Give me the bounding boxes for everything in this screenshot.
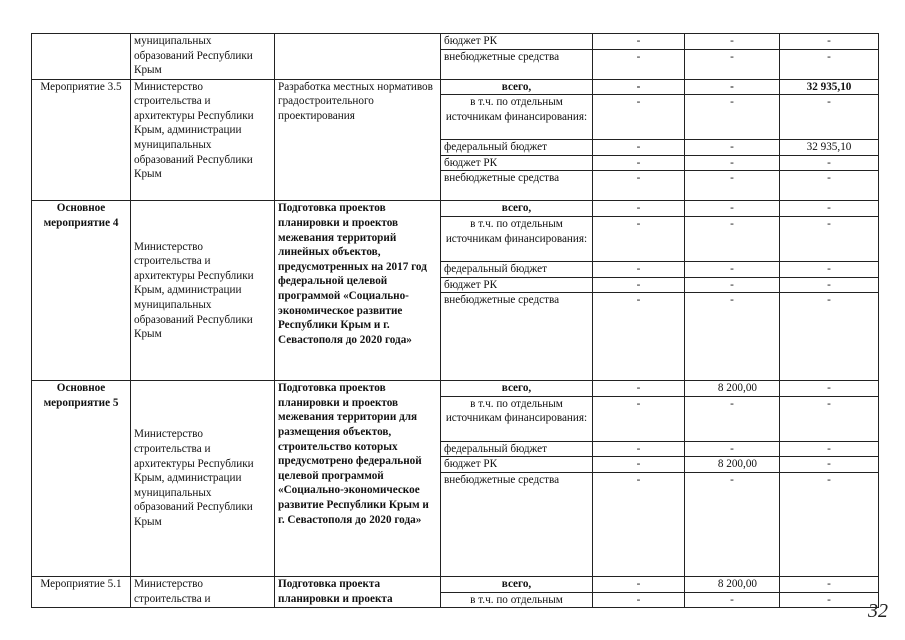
description-cell: Подготовка проекта планировки и проекта bbox=[275, 576, 441, 607]
value-cell: - bbox=[593, 216, 685, 261]
value-cell: - bbox=[593, 261, 685, 277]
value-cell: - bbox=[593, 576, 685, 592]
value-cell: - bbox=[685, 49, 780, 79]
value-cell: - bbox=[780, 95, 879, 140]
source-cell: всего, bbox=[441, 381, 593, 397]
measure-name-cell: Мероприятие 5.1 bbox=[32, 576, 131, 607]
measure-name-cell: Мероприятие 3.5 bbox=[32, 79, 131, 201]
source-cell: внебюджетные средства bbox=[441, 49, 593, 79]
value-cell: - bbox=[780, 201, 879, 217]
value-cell: - bbox=[593, 34, 685, 50]
page-number: 32 bbox=[868, 600, 888, 622]
source-cell: внебюджетные средства bbox=[441, 293, 593, 381]
value-cell: - bbox=[593, 277, 685, 293]
value-cell: - bbox=[593, 457, 685, 473]
value-cell: - bbox=[780, 457, 879, 473]
value-cell: 8 200,00 bbox=[685, 576, 780, 592]
value-cell: - bbox=[593, 472, 685, 576]
value-cell: - bbox=[685, 472, 780, 576]
value-cell: - bbox=[685, 216, 780, 261]
measure-name-cell: Основное мероприятие 4 bbox=[32, 201, 131, 381]
value-cell: - bbox=[685, 441, 780, 457]
source-cell: бюджет РК bbox=[441, 457, 593, 473]
source-cell: внебюджетные средства bbox=[441, 171, 593, 201]
source-cell: федеральный бюджет bbox=[441, 441, 593, 457]
executor-cell: муниципальных образований Республики Крым bbox=[131, 34, 275, 80]
source-cell: всего, bbox=[441, 79, 593, 95]
table-row bbox=[32, 79, 879, 95]
source-cell: федеральный бюджет bbox=[441, 261, 593, 277]
value-cell: - bbox=[593, 592, 685, 608]
description-cell: Подготовка проектов планировки и проектов межевания территории для размещения объектов, строительство которых предусмотрено федеральной целевой программой «Социально-экономическое развитие Республики Крым и г. Севастополя до 2020 года» bbox=[275, 381, 441, 577]
value-cell: - bbox=[780, 216, 879, 261]
value-cell: - bbox=[593, 293, 685, 381]
value-cell: - bbox=[593, 381, 685, 397]
value-cell: - bbox=[780, 441, 879, 457]
value-cell: - bbox=[780, 293, 879, 381]
value-cell: - bbox=[593, 201, 685, 217]
value-cell: - bbox=[593, 140, 685, 156]
value-cell: - bbox=[780, 171, 879, 201]
description-cell: Разработка местных нормативов градостроительного проектирования bbox=[275, 79, 441, 201]
value-cell: - bbox=[780, 261, 879, 277]
value-cell: - bbox=[685, 95, 780, 140]
budget-table bbox=[31, 33, 879, 608]
value-cell: - bbox=[685, 79, 780, 95]
value-cell: 32 935,10 bbox=[780, 79, 879, 95]
value-cell: - bbox=[780, 576, 879, 592]
value-cell: 32 935,10 bbox=[780, 140, 879, 156]
value-cell: - bbox=[593, 79, 685, 95]
value-cell: - bbox=[685, 592, 780, 608]
description-cell: Подготовка проектов планировки и проектов межевания территорий линейных объектов, предусмотренных на 2017 год федеральной целевой программой «Социально-экономическое развитие Республики Крым и г. Севастополя до 2020 года» bbox=[275, 201, 441, 381]
value-cell: - bbox=[593, 171, 685, 201]
measure-name-cell: Основное мероприятие 5 bbox=[32, 381, 131, 577]
value-cell: - bbox=[780, 49, 879, 79]
value-cell: - bbox=[685, 201, 780, 217]
source-cell: внебюджетные средства bbox=[441, 472, 593, 576]
source-cell: федеральный бюджет bbox=[441, 140, 593, 156]
value-cell: - bbox=[685, 277, 780, 293]
value-cell: - bbox=[780, 592, 879, 608]
value-cell: - bbox=[780, 472, 879, 576]
value-cell: - bbox=[685, 155, 780, 171]
executor-cell: Министерство строительства и bbox=[131, 576, 275, 607]
executor-cell: Министерство строительства и архитектуры Республики Крым, администрации муниципальных образований Республики Крым bbox=[131, 79, 275, 201]
value-cell: - bbox=[780, 34, 879, 50]
value-cell: - bbox=[780, 381, 879, 397]
value-cell: - bbox=[593, 441, 685, 457]
value-cell: 8 200,00 bbox=[685, 457, 780, 473]
value-cell: - bbox=[593, 49, 685, 79]
value-cell: - bbox=[685, 293, 780, 381]
value-cell: - bbox=[780, 396, 879, 441]
value-cell: - bbox=[780, 155, 879, 171]
value-cell: - bbox=[593, 95, 685, 140]
description-cell bbox=[275, 34, 441, 80]
value-cell: - bbox=[593, 396, 685, 441]
value-cell: - bbox=[685, 140, 780, 156]
executor-cell: Министерство строительства и архитектуры Республики Крым, администрации муниципальных образований Республики Крым bbox=[131, 381, 275, 577]
table-row bbox=[32, 34, 879, 50]
table-row bbox=[32, 201, 879, 217]
source-cell: бюджет РК bbox=[441, 155, 593, 171]
value-cell: - bbox=[685, 261, 780, 277]
value-cell: - bbox=[780, 277, 879, 293]
table-row bbox=[32, 381, 879, 397]
executor-cell: Министерство строительства и архитектуры Республики Крым, администрации муниципальных образований Республики Крым bbox=[131, 201, 275, 381]
source-cell: в т.ч. по отдельным источникам финансирования: bbox=[441, 396, 593, 441]
measure-name-cell bbox=[32, 34, 131, 80]
table-row bbox=[32, 576, 879, 592]
source-cell: в т.ч. по отдельным источникам финансирования: bbox=[441, 95, 593, 140]
value-cell: 8 200,00 bbox=[685, 381, 780, 397]
source-cell: всего, bbox=[441, 201, 593, 217]
value-cell: - bbox=[685, 396, 780, 441]
value-cell: - bbox=[593, 155, 685, 171]
source-cell: в т.ч. по отдельным источникам финансирования: bbox=[441, 216, 593, 261]
value-cell: - bbox=[685, 171, 780, 201]
source-cell: бюджет РК bbox=[441, 277, 593, 293]
source-cell: в т.ч. по отдельным bbox=[441, 592, 593, 608]
source-cell: бюджет РК bbox=[441, 34, 593, 50]
value-cell: - bbox=[685, 34, 780, 50]
source-cell: всего, bbox=[441, 576, 593, 592]
